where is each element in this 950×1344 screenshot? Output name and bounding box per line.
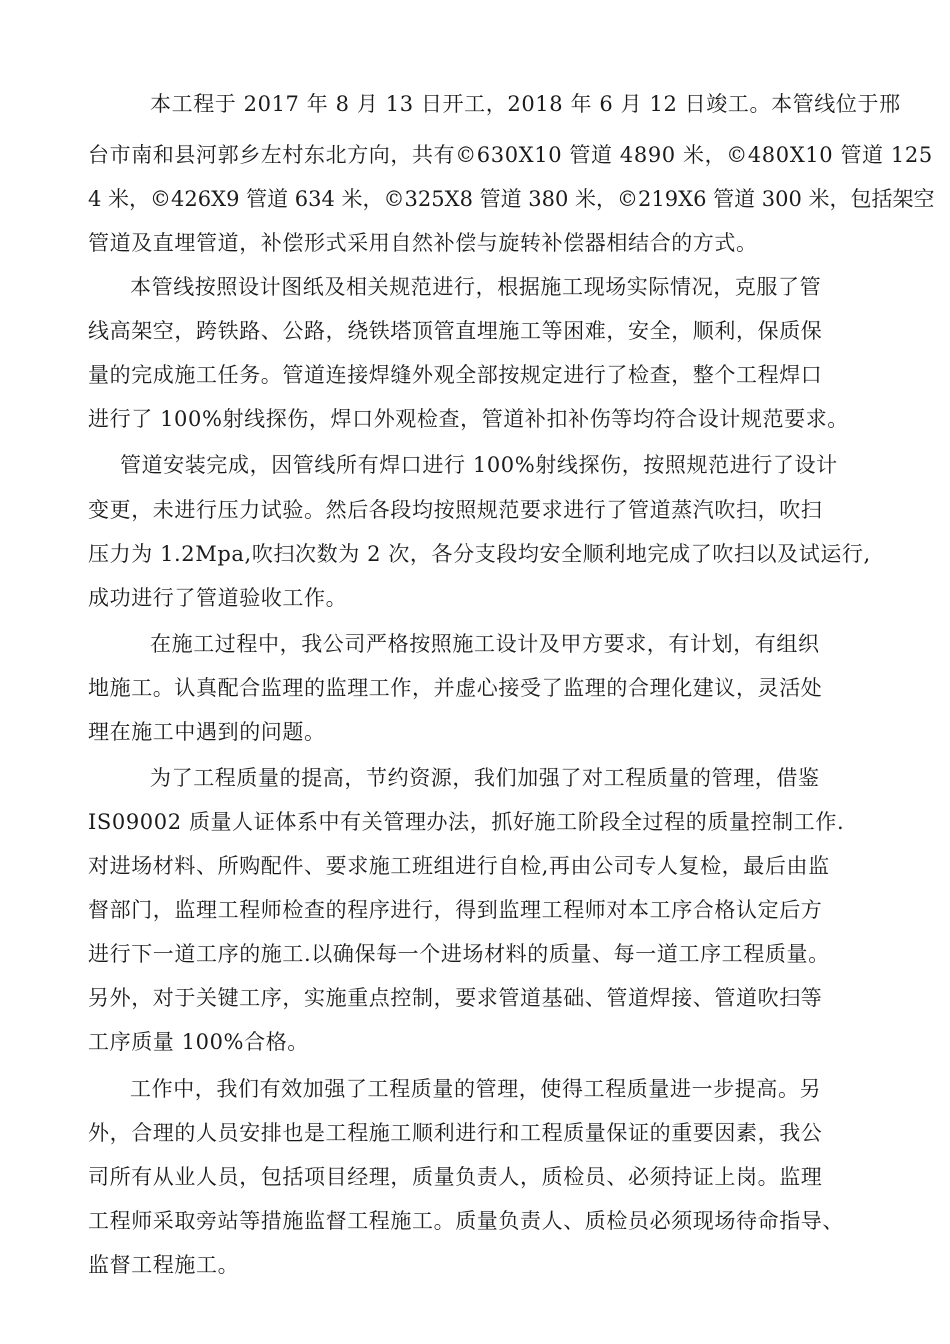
paragraph-5-line-2: IS09002 质量人证体系中有关管理办法，抓好施工阶段全过程的质量控制工作. <box>88 810 845 834</box>
paragraph-3-line-2: 变更，未进行压力试验。然后各段均按照规范要求进行了管道蒸汽吹扫，吹扫 <box>88 498 823 522</box>
paragraph-5-line-1: 为了工程质量的提高，节约资源，我们加强了对工程质量的管理，借鉴 <box>150 766 820 790</box>
paragraph-5-line-4: 督部门，监理工程师检查的程序进行，得到监理工程师对本工序合格认定后方 <box>88 898 823 922</box>
paragraph-3-line-1: 管道安装完成，因管线所有焊口进行 100%射线探伤，按照规范进行了设计 <box>120 453 838 477</box>
paragraph-5-line-7: 工序质量 100%合格。 <box>88 1030 309 1054</box>
paragraph-1-line-2: 台市南和县河郭乡左村东北方向，共有©630X10 管道 4890 米，©480X10 管道 125 <box>88 143 933 167</box>
paragraph-5-line-3: 对进场材料、所购配件、要求施工班组进行自检,再由公司专人复检，最后由监 <box>88 854 830 878</box>
paragraph-6-line-1: 工作中，我们有效加强了工程质量的管理，使得工程质量进一步提高。另 <box>130 1077 822 1101</box>
paragraph-4-line-3: 理在施工中遇到的问题。 <box>88 720 326 744</box>
paragraph-3-line-3: 压力为 1.2Mpa,吹扫次数为 2 次，各分支段均安全顺利地完成了吹扫以及试运行, <box>88 542 871 566</box>
paragraph-1-line-4: 管道及直埋管道，补偿形式采用自然补偿与旋转补偿器相结合的方式。 <box>88 231 758 255</box>
paragraph-1-line-1: 本工程于 2017 年 8 月 13 日开工，2018 年 6 月 12 日竣工。本管线位于邢 <box>150 92 901 116</box>
paragraph-2-line-3: 量的完成施工任务。管道连接焊缝外观全部按规定进行了检查，整个工程焊口 <box>88 363 823 387</box>
paragraph-6-line-5: 监督工程施工。 <box>88 1253 240 1277</box>
paragraph-3-line-4: 成功进行了管道验收工作。 <box>88 586 348 610</box>
paragraph-1-line-3: 4 米，©426X9 管道 634 米，©325X8 管道 380 米，©219X6 管道 300 米，包括架空 <box>88 187 935 211</box>
paragraph-5-line-6: 另外，对于关键工序，实施重点控制，要求管道基础、管道焊接、管道吹扫等 <box>88 986 823 1010</box>
paragraph-6-line-4: 工程师采取旁站等措施监督工程施工。质量负责人、质检员必须现场待命指导、 <box>88 1209 844 1233</box>
paragraph-4-line-2: 地施工。认真配合监理的监理工作，并虚心接受了监理的合理化建议，灵活处 <box>88 676 823 700</box>
paragraph-2-line-1: 本管线按照设计图纸及相关规范进行，根据施工现场实际情况，克服了管 <box>130 275 822 299</box>
paragraph-5-line-5: 进行下一道工序的施工.以确保每一个进场材料的质量、每一道工序工程质量。 <box>88 942 830 966</box>
paragraph-6-line-2: 外，合理的人员安排也是工程施工顺利进行和工程质量保证的重要因素，我公 <box>88 1121 823 1145</box>
paragraph-2-line-2: 线高架空，跨铁路、公路，绕铁塔顶管直埋施工等困难，安全，顺利，保质保 <box>88 319 823 343</box>
paragraph-6-line-3: 司所有从业人员，包括项目经理，质量负责人，质检员、必须持证上岗。监理 <box>88 1165 823 1189</box>
paragraph-4-line-1: 在施工过程中，我公司严格按照施工设计及甲方要求，有计划，有组织 <box>150 632 820 656</box>
paragraph-2-line-4: 进行了 100%射线探伤，焊口外观检查，管道补扣补伤等均符合设计规范要求。 <box>88 407 849 431</box>
